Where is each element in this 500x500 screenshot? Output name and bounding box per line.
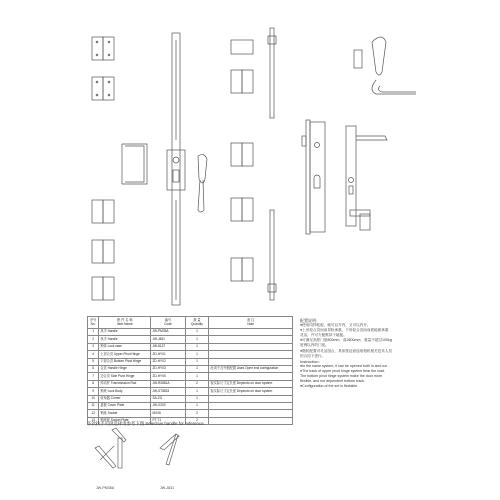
notes-line-cn: ●上吊轮合页而前导轨承重，下吊轮合页而前底地面承重 bbox=[300, 328, 389, 333]
cell-code: JW-R0881A bbox=[151, 380, 185, 387]
th-name-cn: 配 件 名 称 bbox=[117, 317, 133, 322]
th-qty-en: Quantity bbox=[191, 321, 203, 326]
table-row bbox=[88, 380, 293, 387]
lever-handle-3d bbox=[354, 37, 416, 94]
cell-note: 视实际尺寸定长度 Depends on door system bbox=[209, 380, 293, 387]
cell-no: 12 bbox=[88, 410, 99, 417]
th-qty-cn: 数 量 bbox=[193, 317, 201, 322]
table-row bbox=[88, 351, 293, 358]
cell-no: 6 bbox=[88, 365, 99, 372]
selective-handle-2-image bbox=[160, 434, 179, 465]
th-no-en: No. bbox=[90, 321, 96, 326]
center-handle bbox=[198, 155, 207, 212]
selective-handle-1-caption: JW-PM35A bbox=[96, 486, 115, 490]
cell-qty: 1 bbox=[185, 351, 209, 358]
notes-line-cn: ●使用同样帐板，就可以开内、又可以内开。 bbox=[300, 323, 371, 328]
notes-line-en: flexible, and not dependent bottom track. bbox=[300, 379, 365, 384]
flush-bolt-top bbox=[268, 28, 276, 118]
cell-name: 锁座 Socket bbox=[99, 410, 151, 417]
cell-name: 转角器 Corner bbox=[99, 395, 151, 402]
cell-qty: 1 bbox=[185, 395, 209, 402]
notes-line-en: ●Configuration of the set is flexiable. bbox=[300, 384, 359, 389]
lever-handle-plate bbox=[346, 126, 387, 230]
notes-line-en: ●In the same system, it can be opened both in and out. bbox=[300, 363, 388, 368]
cell-no: 9 bbox=[88, 388, 99, 395]
th-name-en: Item Name bbox=[117, 321, 133, 326]
selection-title: 多款执手可供选择请参考下图 Selective handle for reference. bbox=[87, 421, 205, 426]
cell-qty: 2 bbox=[185, 380, 209, 387]
table-row bbox=[88, 329, 293, 336]
cell-qty: 1 bbox=[185, 402, 209, 409]
cell-qty: 1 bbox=[185, 373, 209, 380]
cell-note bbox=[209, 329, 293, 336]
cell-name: 合页 Handle Hinge bbox=[99, 365, 151, 372]
cell-name: 上部合页 Upper Pivot Hinge bbox=[99, 351, 151, 358]
cell-name: 执手 Handle bbox=[99, 336, 151, 343]
cell-no: 11 bbox=[88, 402, 99, 409]
hinge-left-3 bbox=[92, 200, 114, 223]
cell-name: 盖板 Cover Plate bbox=[99, 402, 151, 409]
cell-code: ZD-HY01 bbox=[151, 351, 185, 358]
cell-code: JW-ST8833 bbox=[151, 388, 185, 395]
th-note-en: Note bbox=[247, 321, 255, 326]
notes-line-cn: ●可满足高度门宽800mm，高2600mm，重量不超过100kg bbox=[300, 338, 392, 343]
cell-qty: 2 bbox=[185, 410, 209, 417]
notes-line-en: ●The track of upper pivot hinge system bear the load. bbox=[300, 368, 386, 373]
table-row bbox=[88, 388, 293, 395]
hinge-left-1 bbox=[92, 37, 114, 60]
th-no bbox=[88, 317, 99, 329]
cell-name: 边合页 Side Pivot Hinge bbox=[99, 373, 151, 380]
notes-line-cn: ●随机配置可灵活组合，具体按证而选取相机相关技术人员 bbox=[300, 348, 393, 353]
cell-code: JW-PM35A bbox=[151, 329, 185, 336]
table-row bbox=[88, 336, 293, 343]
table-row bbox=[88, 395, 293, 402]
cell-qty: 2 bbox=[185, 417, 209, 424]
cell-note bbox=[209, 336, 293, 343]
th-qty bbox=[185, 317, 209, 329]
table-row bbox=[88, 402, 293, 409]
th-note bbox=[209, 317, 293, 329]
notes-title-cn: 配置说明: bbox=[300, 318, 318, 323]
configuration-notes bbox=[300, 318, 412, 389]
flush-bolt-bottom bbox=[268, 210, 276, 300]
notes-line-cn: 的合同下进行。 bbox=[300, 353, 326, 358]
cell-note bbox=[209, 373, 293, 380]
cell-name: 下部合页 Bottom Pivot Hinge bbox=[99, 358, 151, 365]
cell-note bbox=[209, 358, 293, 365]
notes-line-en: The bottom pivot hinge system make the door more bbox=[300, 374, 383, 379]
th-code-en: Code bbox=[164, 321, 172, 326]
hinge-left-2 bbox=[92, 77, 114, 100]
th-code bbox=[151, 317, 185, 329]
cell-code: JW-8137 bbox=[151, 343, 185, 350]
cell-no: 2 bbox=[88, 336, 99, 343]
table-header-row bbox=[88, 317, 293, 329]
cell-note bbox=[209, 402, 293, 409]
table-row bbox=[88, 373, 293, 380]
hinge-center-4 bbox=[231, 258, 253, 281]
cell-no: 7 bbox=[88, 373, 99, 380]
cell-no: 13 bbox=[88, 417, 99, 424]
cell-note bbox=[209, 417, 293, 424]
cell-code: ZD-HY02 bbox=[151, 358, 185, 365]
cell-no: 10 bbox=[88, 395, 99, 402]
hinge-center-2 bbox=[231, 143, 253, 166]
notes-title-en: Instruction: bbox=[300, 358, 320, 364]
cell-qty: 1 bbox=[185, 358, 209, 365]
cell-code: JW-J831 bbox=[151, 336, 185, 343]
table-row bbox=[88, 343, 293, 350]
cell-qty: 1 bbox=[185, 388, 209, 395]
table-row bbox=[88, 410, 293, 417]
cell-no: 1 bbox=[88, 329, 99, 336]
cell-name: 锁块 Lock Body bbox=[99, 388, 151, 395]
cell-qty: 1 bbox=[185, 343, 209, 350]
th-code-cn: 编号 bbox=[164, 317, 172, 322]
lock-case bbox=[302, 120, 325, 234]
cell-no: 4 bbox=[88, 351, 99, 358]
cell-code: MX06 bbox=[151, 410, 185, 417]
notes-line-cn: 宽例以内的门宽。 bbox=[300, 343, 329, 348]
hinge-center-1 bbox=[231, 40, 253, 93]
cell-qty: 1 bbox=[185, 336, 209, 343]
hinge-left-5 bbox=[92, 277, 114, 300]
cell-name: 执手 Handle bbox=[99, 329, 151, 336]
cell-note bbox=[209, 395, 293, 402]
hinge-left-4 bbox=[92, 240, 114, 263]
cell-note bbox=[209, 351, 293, 358]
cell-code: SA-ZG bbox=[151, 395, 185, 402]
cell-code: ZD-HY05 bbox=[151, 373, 185, 380]
cell-no: 3 bbox=[88, 343, 99, 350]
cell-note bbox=[209, 410, 293, 417]
th-note-cn: 备 注 bbox=[247, 317, 255, 322]
selective-handle-2-caption: JW-J831 bbox=[160, 486, 175, 490]
cell-code: PT-T1 bbox=[151, 417, 185, 424]
cell-name: 锁座板 Socket Plate bbox=[99, 417, 151, 424]
table-row bbox=[88, 365, 293, 372]
selective-handle-1-image bbox=[95, 428, 126, 468]
table-row bbox=[88, 358, 293, 365]
cell-name: 传动杆 Transmission Rod bbox=[99, 380, 151, 387]
cell-qty: 1 bbox=[185, 365, 209, 372]
hinge-center-3 bbox=[231, 198, 253, 221]
th-no-cn: 序号 bbox=[89, 317, 97, 322]
cell-note: 此项不含外框配置 Used Open end configuration bbox=[209, 365, 293, 372]
cell-name: 锁体 Lock case bbox=[99, 343, 151, 350]
handle-bracket bbox=[122, 144, 147, 184]
transmission-rod bbox=[167, 33, 185, 305]
cell-code: ZD-HY03 bbox=[151, 365, 185, 372]
cell-no: 5 bbox=[88, 358, 99, 365]
cell-code: JW-X303 bbox=[151, 402, 185, 409]
cell-qty: 1 bbox=[185, 329, 209, 336]
cell-note: 视实际尺寸定长度 Depends on door system bbox=[209, 388, 293, 395]
cell-note bbox=[209, 343, 293, 350]
parts-table bbox=[87, 316, 293, 425]
th-name bbox=[99, 317, 151, 329]
notes-line-cn: 灵活，并可方便维持于地板。 bbox=[300, 333, 347, 338]
cell-no: 8 bbox=[88, 380, 99, 387]
